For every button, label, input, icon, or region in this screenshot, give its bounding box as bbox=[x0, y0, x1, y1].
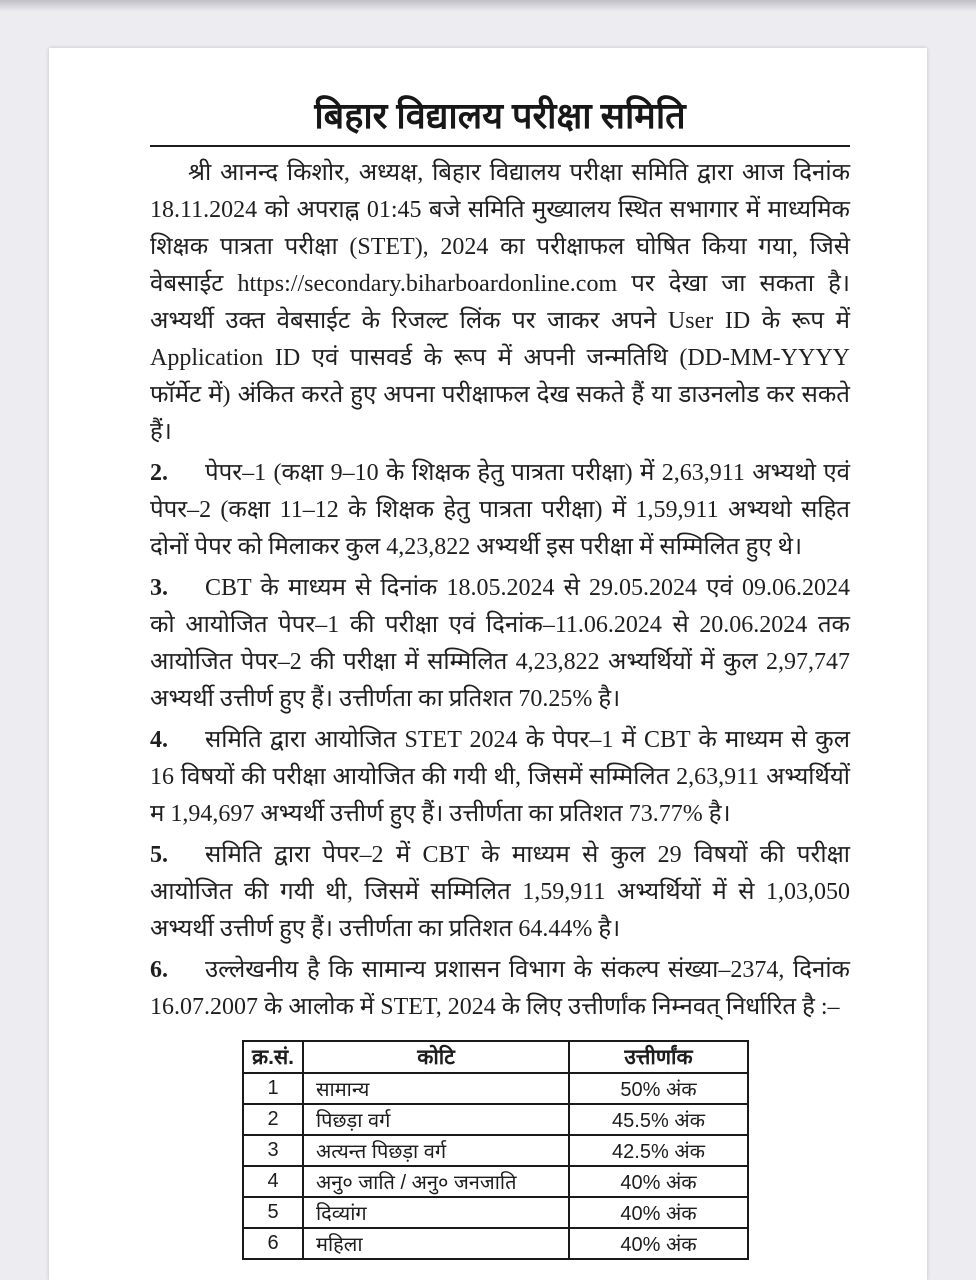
document-page bbox=[49, 48, 927, 1280]
cell-cutoff: 42.5% अंक bbox=[569, 1135, 748, 1166]
header-category: कोटि bbox=[303, 1041, 569, 1073]
title-underline bbox=[150, 145, 850, 147]
cell-cutoff: 40% अंक bbox=[569, 1197, 748, 1228]
cell-serial: 2 bbox=[243, 1104, 303, 1135]
cell-serial: 3 bbox=[243, 1135, 303, 1166]
header-serial: क्र.सं. bbox=[243, 1041, 303, 1073]
cell-cutoff: 45.5% अंक bbox=[569, 1104, 748, 1135]
paragraph-5 bbox=[150, 837, 850, 948]
table-header-row bbox=[243, 1041, 748, 1073]
paragraph-4-number: 4. bbox=[150, 727, 168, 753]
cell-category: अनु० जाति / अनु० जनजाति bbox=[303, 1166, 569, 1197]
paragraph-5-number: 5. bbox=[150, 842, 168, 868]
paragraph-2-text: पेपर–1 (कक्षा 9–10 के शिक्षक हेतु पात्रता परीक्षा) में 2,63,911 अभ्यथो एवं पेपर–2 (कक्षा 11–12 के शिक्षक हेतु पात्रता परीक्षा) में 1,59,911 अभ्यथो सहित दोनों पेपर को मिलाकर कुल 4,23,822 अभ्यर्थी इस परीक्षा में सम्मिलित हुए थे। bbox=[150, 460, 850, 560]
paragraph-3 bbox=[150, 570, 850, 718]
table-row bbox=[243, 1104, 748, 1135]
paragraph-6-number: 6. bbox=[150, 957, 168, 983]
paragraph-6-text: उल्लेखनीय है कि सामान्य प्रशासन विभाग के संकल्प संख्या–2374, दिनांक 16.07.2007 के आलोक में STET, 2024 के लिए उत्तीर्णांक निम्नवत् निर्धारित है :– bbox=[150, 957, 850, 1020]
paragraph-4-text: समिति द्वारा आयोजित STET 2024 के पेपर–1 में CBT के माध्यम से कुल 16 विषयों की परीक्षा आयोजित की गयी थी, जिसमें सम्मिलित 2,63,911 अभ्यर्थियों म 1,94,697 अभ्यर्थी उत्तीर्ण हुए हैं। उत्तीर्णता का प्रतिशत 73.77% है। bbox=[150, 727, 850, 827]
paragraph-1 bbox=[150, 155, 850, 451]
table-row bbox=[243, 1166, 748, 1197]
top-shadow bbox=[0, 0, 976, 12]
paragraph-4 bbox=[150, 722, 850, 833]
cell-serial: 4 bbox=[243, 1166, 303, 1197]
cell-category: पिछड़ा वर्ग bbox=[303, 1104, 569, 1135]
cell-category: दिव्यांग bbox=[303, 1197, 569, 1228]
table-row bbox=[243, 1073, 748, 1104]
cell-cutoff: 50% अंक bbox=[569, 1073, 748, 1104]
header-cutoff: उत्तीर्णांक bbox=[569, 1041, 748, 1073]
cell-serial: 1 bbox=[243, 1073, 303, 1104]
paragraph-6 bbox=[150, 952, 850, 1026]
cell-category: महिला bbox=[303, 1228, 569, 1259]
cell-category: अत्यन्त पिछड़ा वर्ग bbox=[303, 1135, 569, 1166]
cell-category: सामान्य bbox=[303, 1073, 569, 1104]
paragraph-5-text: समिति द्वारा पेपर–2 में CBT के माध्यम से कुल 29 विषयों की परीक्षा आयोजित की गयी थी, जिसमें सम्मिलित 1,59,911 अभ्यर्थियों में से 1,03,050 अभ्यर्थी उत्तीर्ण हुए हैं। उत्तीर्णता का प्रतिशत 64.44% है। bbox=[150, 842, 850, 942]
cell-serial: 5 bbox=[243, 1197, 303, 1228]
paragraph-3-number: 3. bbox=[150, 575, 168, 601]
cell-cutoff: 40% अंक bbox=[569, 1228, 748, 1259]
cell-cutoff: 40% अंक bbox=[569, 1166, 748, 1197]
paragraph-2 bbox=[150, 455, 850, 566]
table-row bbox=[243, 1135, 748, 1166]
paragraph-3-text: CBT के माध्यम से दिनांक 18.05.2024 से 29.05.2024 एवं 09.06.2024 को आयोजित पेपर–1 की परीक्षा एवं दिनांक–11.06.2024 से 20.06.2024 तक आयोजित पेपर–2 की परीक्षा में सम्मिलित 4,23,822 अभ्यर्थियों में कुल 2,97,747 अभ्यर्थी उत्तीर्ण हुए हैं। उत्तीर्णता का प्रतिशत 70.25% है। bbox=[150, 575, 850, 712]
document-title: बिहार विद्यालय परीक्षा समिति bbox=[314, 96, 686, 136]
table-row bbox=[243, 1197, 748, 1228]
cell-serial: 6 bbox=[243, 1228, 303, 1259]
paragraph-1-text: श्री आनन्द किशोर, अध्यक्ष, बिहार विद्यालय परीक्षा समिति द्वारा आज दिनांक 18.11.2024 को अपराह्न 01:45 बजे समिति मुख्यालय स्थित सभागार में माध्यमिक शिक्षक पात्रता परीक्षा (STET), 2024 का परीक्षाफल घोषित किया गया, जिसे वेबसाईट https://secondary.biharboardonline.com पर देखा जा सकता है। अभ्यर्थी उक्त वेबसाईट के रिजल्ट लिंक पर जाकर अपने User ID के रूप में Application ID एवं पासवर्ड के रूप में अपनी जन्मतिथि (DD-MM-YYYY फॉर्मेट में) अंकित करते हुए अपना परीक्षाफल देख सकते हैं या डाउनलोड कर सकते हैं। bbox=[150, 160, 850, 445]
paragraph-2-number: 2. bbox=[150, 460, 168, 486]
cutoff-table bbox=[242, 1040, 749, 1260]
table-row bbox=[243, 1228, 748, 1259]
